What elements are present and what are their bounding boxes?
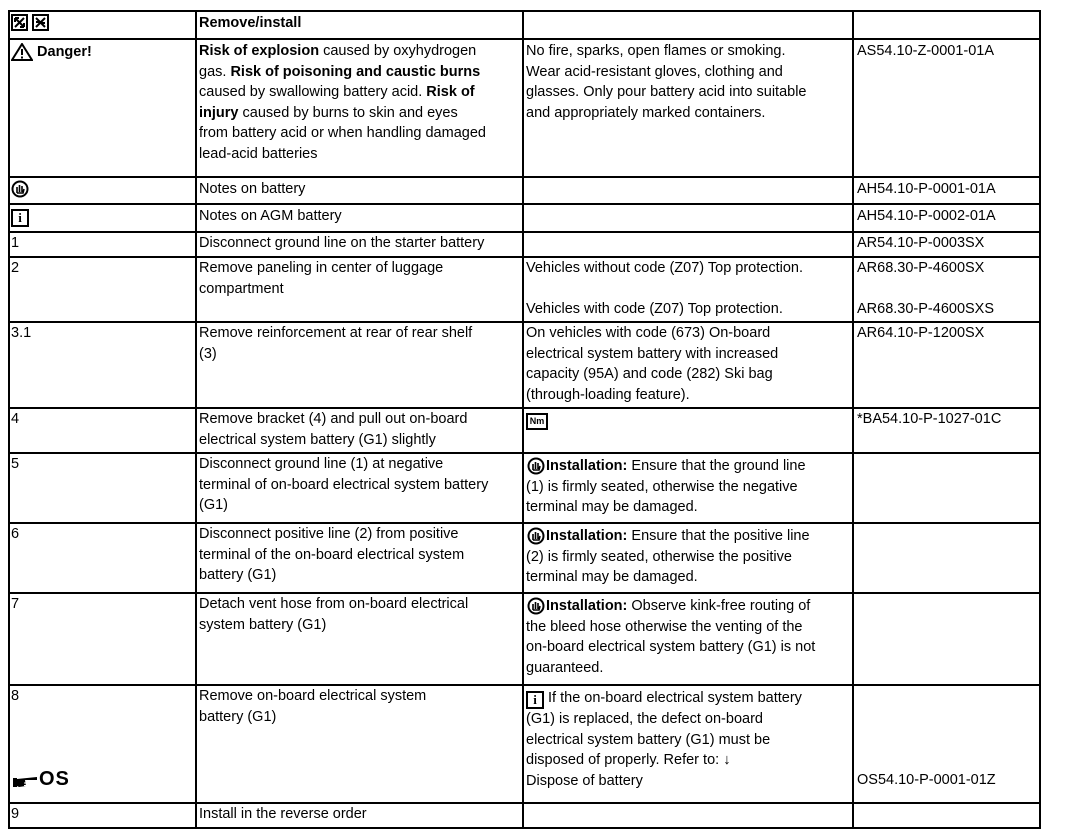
notes-battery-icon-cell bbox=[11, 179, 29, 200]
danger-measures: No fire, sparks, open flames or smoking. Wear acid-resistant gloves, clothing and glasses. Only pour battery acid into suitable and appropriately marked containers. bbox=[526, 43, 807, 121]
step-number: 8 bbox=[11, 688, 20, 704]
pointing-hand-icon bbox=[11, 771, 39, 791]
step-text: Remove on-board electrical system battery (G1) bbox=[199, 688, 427, 725]
danger-label: Danger! bbox=[11, 42, 92, 63]
info-icon: i bbox=[526, 691, 544, 709]
notes-agm-text: Notes on AGM battery bbox=[199, 208, 342, 224]
step-ref[interactable]: AR68.30-P-4600SXS bbox=[857, 301, 995, 317]
step-text: Remove reinforcement at rear of rear shelf (3) bbox=[199, 325, 473, 362]
step-ref[interactable]: AR64.10-P-1200SX bbox=[857, 325, 985, 341]
step-ref[interactable]: AR68.30-P-4600SX bbox=[857, 260, 985, 276]
step-note: Vehicles without code (Z07) Top protection. bbox=[526, 260, 804, 276]
caution-hand-icon bbox=[526, 527, 546, 545]
danger-ref[interactable]: AS54.10-Z-0001-01A bbox=[857, 43, 995, 59]
remove-install-icon bbox=[11, 13, 51, 33]
torque-icon-cell bbox=[526, 409, 548, 430]
danger-description: Risk of explosion caused by oxyhydrogen gas. Risk of poisoning and caustic burns caused by swallowing battery acid. Risk of injury caused by burns to skin and eyes from battery acid or when handling damaged lead-acid batteries bbox=[199, 43, 486, 162]
installation-note: Installation: Observe kink-free routing of the bleed hose otherwise the venting of the on-board electrical system battery (G1) is not guaranteed. bbox=[526, 598, 816, 676]
step-text: Disconnect positive line (2) from positive terminal of the on-board electrical system battery (G1) bbox=[199, 526, 465, 583]
notes-agm-icon-cell bbox=[11, 206, 29, 227]
notes-agm-ref[interactable]: AH54.10-P-0002-01A bbox=[857, 208, 996, 224]
step-note: Vehicles with code (Z07) Top protection. bbox=[526, 301, 783, 317]
step-number: 9 bbox=[11, 806, 20, 822]
step-text: Disconnect ground line on the starter battery bbox=[199, 235, 485, 251]
procedure-table bbox=[8, 10, 1041, 829]
installation-note: Installation: Ensure that the ground line (1) is firmly seated, otherwise the negative terminal may be damaged. bbox=[526, 458, 806, 515]
step-text: Install in the reverse order bbox=[199, 806, 367, 822]
step-text: Disconnect ground line (1) at negative terminal of on-board electrical system battery (G1) bbox=[199, 456, 489, 513]
caution-hand-icon bbox=[11, 180, 29, 198]
step-ref[interactable]: AR54.10-P-0003SX bbox=[857, 235, 985, 251]
notes-battery-ref[interactable]: AH54.10-P-0001-01A bbox=[857, 181, 996, 197]
warning-triangle-icon bbox=[11, 43, 33, 61]
step-number: 5 bbox=[11, 456, 20, 472]
step-text: Remove bracket (4) and pull out on-board electrical system battery (G1) slightly bbox=[199, 411, 468, 448]
step-number: 6 bbox=[11, 526, 20, 542]
step-number: 1 bbox=[11, 235, 20, 251]
step-ref[interactable]: *BA54.10-P-1027-01C bbox=[857, 411, 1002, 427]
replacement-note: i If the on-board electrical system battery (G1) is replaced, the defect on-board electrical system battery (G1) must be disposed of properly. Refer to: ↓ Dispose of battery bbox=[526, 688, 802, 791]
caution-hand-icon bbox=[526, 597, 546, 615]
step-number: 3.1 bbox=[11, 325, 32, 341]
installation-note: Installation: Ensure that the positive line (2) is firmly seated, otherwise the positive terminal may be damaged. bbox=[526, 528, 810, 585]
notes-battery-text: Notes on battery bbox=[199, 181, 306, 197]
step-text: Detach vent hose from on-board electrical system battery (G1) bbox=[199, 596, 469, 633]
step-note: On vehicles with code (673) On-board electrical system battery with increased capacity (95A) and code (282) Ski bag (through-loading feature). bbox=[526, 325, 779, 403]
section-title: Remove/install bbox=[199, 15, 302, 31]
caution-hand-icon bbox=[526, 457, 546, 475]
info-icon: i bbox=[11, 209, 29, 227]
step-ref[interactable]: OS54.10-P-0001-01Z bbox=[857, 772, 996, 788]
step-number: 7 bbox=[11, 596, 20, 612]
os-label: OS bbox=[39, 768, 70, 790]
down-arrow-icon[interactable]: ↓ bbox=[723, 752, 731, 768]
header-icons bbox=[11, 13, 51, 34]
step-text: Remove paneling in center of luggage compartment bbox=[199, 260, 444, 297]
dispose-link-text: Dispose of battery bbox=[526, 772, 643, 789]
step-number: 4 bbox=[11, 411, 20, 427]
step-number: 2 bbox=[11, 260, 20, 276]
os-marker bbox=[11, 768, 70, 792]
torque-nm-icon: Nm bbox=[526, 413, 548, 430]
